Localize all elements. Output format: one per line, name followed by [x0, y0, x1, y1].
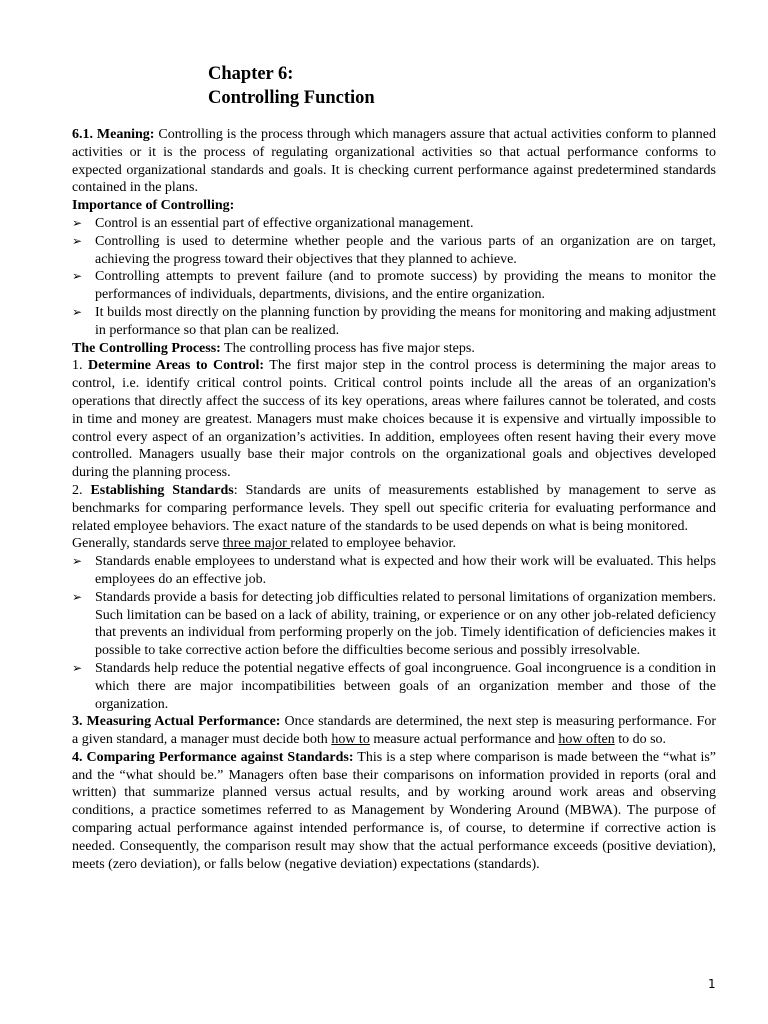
- underlined-text: how often: [558, 732, 615, 748]
- step3-paragraph: 3. Measuring Actual Performance: Once standards are determined, the next step is measuring performance. For a given standard, a manager must decide both how to measure actual performance and how often to do so.: [72, 714, 716, 748]
- step4-label: 4. Comparing Performance against Standards:: [72, 749, 354, 765]
- importance-list: [72, 215, 716, 340]
- meaning-paragraph: [72, 126, 716, 197]
- process-paragraph: The Controlling Process: The controlling process has five major steps.: [72, 340, 475, 356]
- list-item: ➢ Standards provide a basis for detecting job difficulties related to personal limitations of organization members. Such limitation can be based on a lack of ability, training, or experience or on any other job-related deficiency that prevents an individual from performing properly on the job. Timely identification of deficiencies makes it possible to take corrective action before the difficulties become serious and possibly irresolvable.: [72, 589, 716, 659]
- importance-heading: Importance of Controlling:: [72, 198, 235, 214]
- chapter-number: Chapter 6:: [208, 64, 294, 84]
- step3-label: 3. Measuring Actual Performance:: [72, 714, 281, 730]
- arrow-bullet-icon: ➢: [72, 269, 83, 284]
- chapter-name: Controlling Function: [208, 88, 375, 108]
- underlined-text: how to: [331, 732, 370, 748]
- step4-paragraph: 4. Comparing Performance against Standards: This is a step where comparison is made between the “what is” and the “what should be.” Managers often base their comparisons on information provided in reports (oral and written) that summarize planned versus actual results, and by working around work areas and observing conditions, a practice sometimes referred to as Management by Wondering Around (MBWA). The purpose of comparing actual performance against intended performance is, of course, to determine if corrective action is needed. Consequently, the comparison result may show that the actual performance exceeds (positive deviation), meets (zero deviation), or falls below (negative deviation) expectations (standards).: [72, 749, 716, 872]
- underlined-text: three major: [222, 536, 291, 552]
- arrow-bullet-icon: ➢: [72, 304, 83, 319]
- list-item: ➢ Standards help reduce the potential negative effects of goal incongruence. Goal incongruence is a condition in which there are major incompatibilities between goals of an organization member and those of the organization.: [72, 660, 716, 712]
- meaning-text: Controlling is the process through which managers assure that actual activities conform to planned activities or it is the process of regulating organizational activities so that actual performance conforms to expected organizational standards and goals. It is checking current performance against predetermined standards contained in the plans.: [72, 127, 716, 196]
- step1-paragraph: 1. Determine Areas to Control: The first major step in the control process is determining the major areas to control, i.e. identify critical control points. Critical control points include all the areas of an organization's operations that directly affect the success of its key operations, areas where failures cannot be tolerated, and costs in time and money are greatest. Managers must make choices because it is expensive and virtually impossible to control every aspect of an organization’s activities. In addition, employees often resent having their every move controlled. Managers usually base their major controls on the organizational goals and objectives developed during the planning process.: [72, 358, 717, 481]
- arrow-bullet-icon: ➢: [72, 215, 83, 230]
- arrow-bullet-icon: ➢: [72, 233, 83, 248]
- list-item: ➢ Standards enable employees to understand what is expected and how their work will be evaluated. This helps employees do an effective job.: [72, 554, 716, 587]
- list-item: ➢ Controlling attempts to prevent failure (and to promote success) by providing the means to monitor the performances of individuals, departments, divisions, and the entire organization.: [72, 269, 716, 303]
- process-label: The Controlling Process:: [72, 340, 221, 356]
- chapter-title: [208, 62, 375, 110]
- document-body: [72, 126, 716, 873]
- step2-label: Establishing Standards: [90, 482, 234, 498]
- arrow-bullet-icon: ➢: [72, 554, 83, 569]
- list-item: ➢ It builds most directly on the planning function by providing the means for monitoring and making adjustment in performance so that plan can be realized.: [72, 304, 716, 338]
- list-item: ➢ Controlling is used to determine whether people and the various parts of an organization are on target, achieving the progress toward their objectives that they planned to achieve.: [72, 233, 716, 267]
- page-number: 1: [708, 977, 716, 991]
- meaning-label: 6.1. Meaning:: [72, 127, 155, 142]
- standards-list: [72, 553, 716, 713]
- step2-paragraph: 2. Establishing Standards: Standards are units of measurements established by management to serve as benchmarks for comparing performance levels. They spell out specific criteria for evaluating performance and related employee behaviors. The exact nature of the standards to be used depends on what is being monitored.: [72, 482, 716, 534]
- arrow-bullet-icon: ➢: [72, 589, 83, 604]
- list-item: ➢ Control is an essential part of effective organizational management.: [72, 215, 474, 231]
- step1-label: Determine Areas to Control:: [87, 358, 265, 374]
- arrow-bullet-icon: ➢: [72, 660, 83, 675]
- standards-intro: Generally, standards serve three major related to employee behavior.: [72, 536, 456, 552]
